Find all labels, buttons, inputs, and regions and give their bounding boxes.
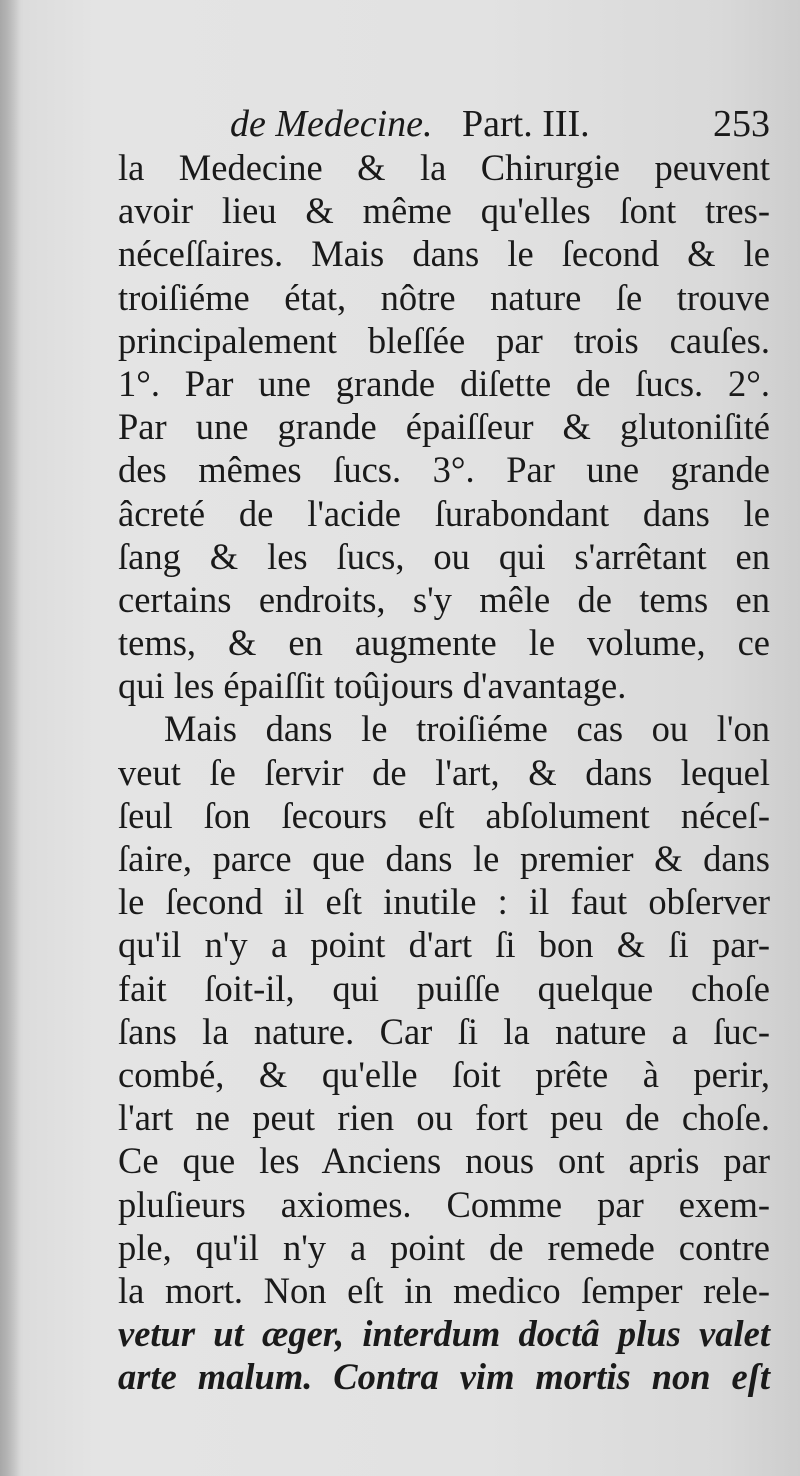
text-line: la mort. Non eſt in medico ſemper rele- bbox=[118, 1269, 770, 1311]
text-line: ſans la nature. Car ſi la nature a ſuc- bbox=[118, 1010, 770, 1052]
paragraph-1 bbox=[118, 146, 770, 707]
text-line: la Medecine & la Chirurgie peuvent bbox=[118, 147, 770, 188]
text-line: avoir lieu & même qu'elles ſont tres- bbox=[118, 190, 770, 232]
page-number: 253 bbox=[713, 103, 770, 145]
text-line: certains endroits, s'y mêle de tems en bbox=[118, 578, 770, 620]
text-line-latin: vetur ut æger, interdum doctâ plus valet bbox=[118, 1313, 770, 1355]
text-line: le ſecond il eſt inutile : il faut obſerver bbox=[118, 881, 770, 923]
text-line: ple, qu'il n'y a point de remede contre bbox=[118, 1226, 770, 1268]
body-text bbox=[118, 146, 770, 1398]
text-line: Par une grande épaiſſeur & glutoniſité bbox=[118, 406, 770, 448]
text-line: Ce que les Anciens nous ont apris par bbox=[118, 1140, 770, 1182]
running-title: de Medecine. bbox=[230, 103, 433, 145]
page-gutter-shadow bbox=[0, 0, 20, 1476]
page-header bbox=[118, 100, 770, 148]
paragraph-2 bbox=[118, 707, 770, 1398]
text-line: ſeul ſon ſecours eſt abſolument néceſ- bbox=[118, 794, 770, 836]
text-line: ſaire, parce que dans le premier & dans bbox=[118, 838, 770, 879]
text-line: veut ſe ſervir de l'art, & dans lequel bbox=[118, 751, 770, 793]
text-line: qu'il n'y a point d'art ſi bon & ſi par- bbox=[118, 924, 770, 966]
text-line: des mêmes ſucs. 3°. Par une grande bbox=[118, 449, 770, 491]
part-label: Part. III. bbox=[462, 103, 590, 145]
text-line: qui les épaiſſit toûjours d'avantage. bbox=[118, 665, 627, 707]
text-line: âcreté de l'acide ſurabondant dans le bbox=[118, 492, 770, 534]
text-line: combé, & qu'elle ſoit prête à perir, bbox=[118, 1053, 770, 1095]
text-line: néceſſaires. Mais dans le ſecond & le bbox=[118, 233, 770, 275]
text-line-latin: arte malum. Contra vim mortis non eſt bbox=[118, 1356, 770, 1398]
text-line: fait ſoit-il, qui puiſſe quelque choſe bbox=[118, 967, 770, 1009]
text-line: principalement bleſſée par trois cauſes. bbox=[118, 319, 770, 361]
text-line: 1°. Par une grande diſette de ſucs. 2°. bbox=[118, 362, 770, 404]
text-line: troiſiéme état, nôtre nature ſe trouve bbox=[118, 276, 770, 318]
text-line: ſang & les ſucs, ou qui s'arrêtant en bbox=[118, 535, 770, 577]
text-line: l'art ne peut rien ou fort peu de choſe. bbox=[118, 1097, 770, 1139]
text-line: pluſieurs axiomes. Comme par exem- bbox=[118, 1183, 770, 1225]
text-line: tems, & en augmente le volume, ce bbox=[118, 622, 770, 664]
text-line: Mais dans le troiſiéme cas ou l'on bbox=[164, 708, 770, 750]
